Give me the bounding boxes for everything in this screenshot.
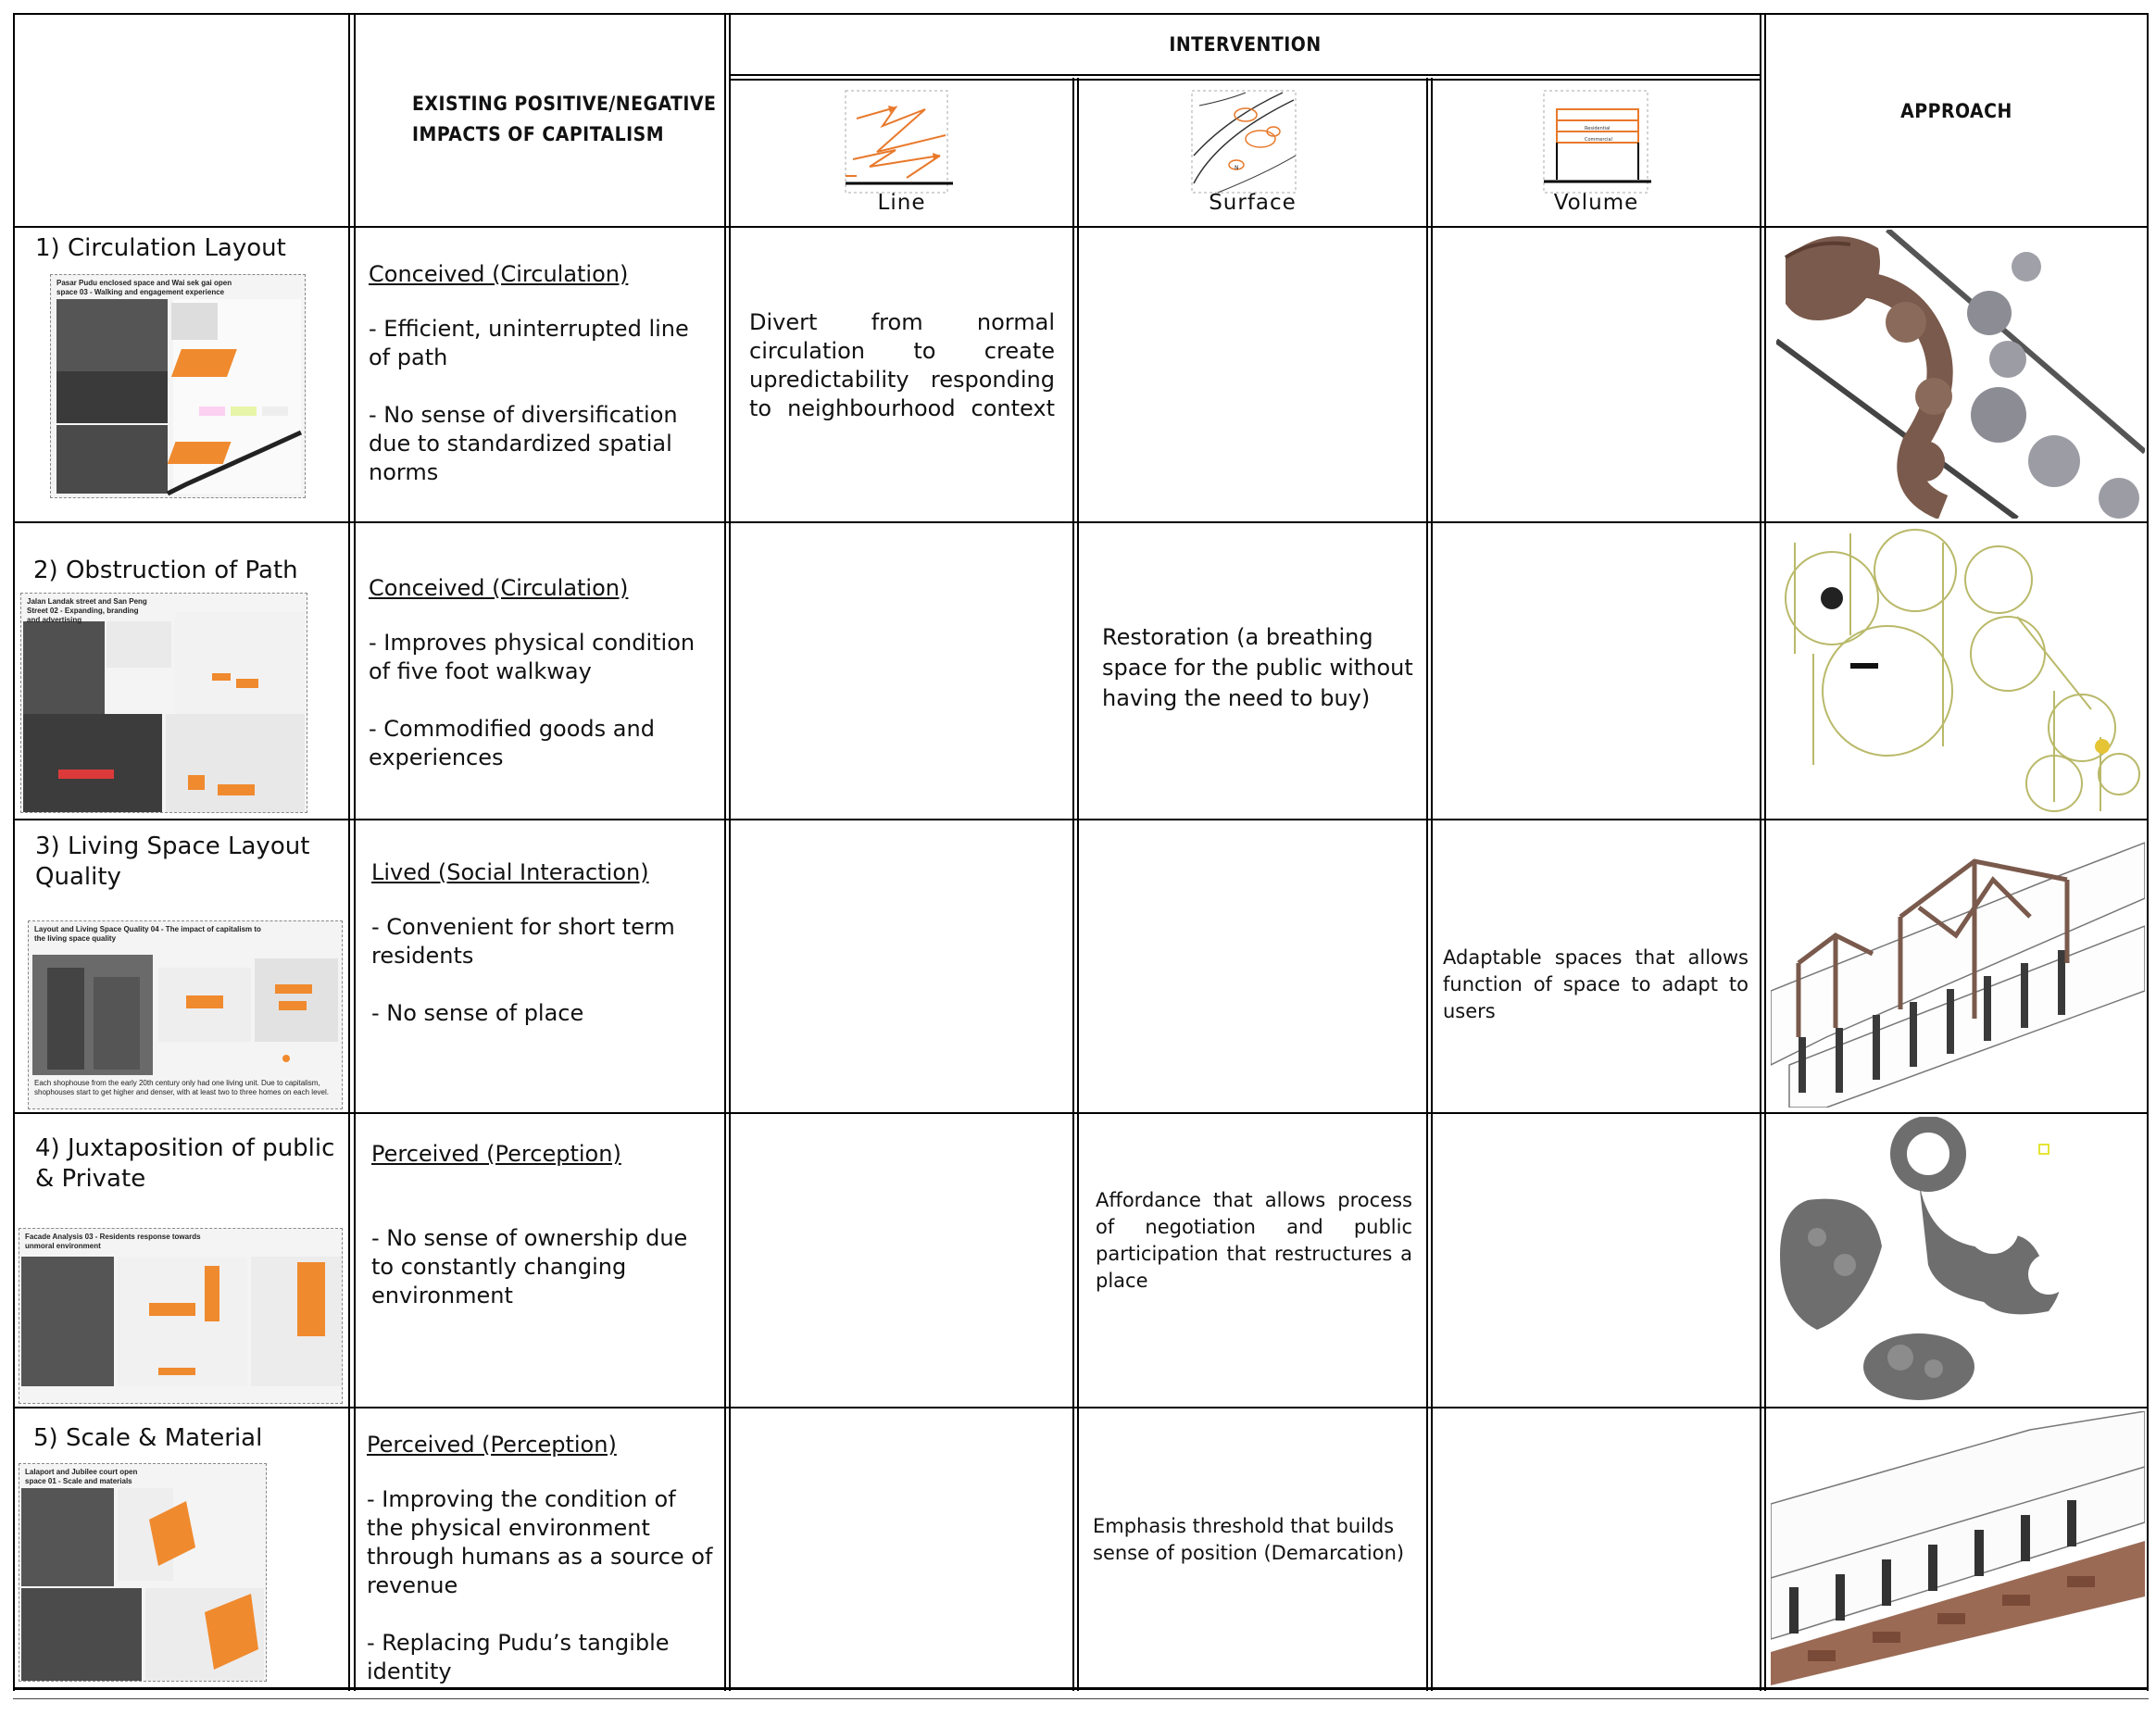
approach-image-obstruction — [1776, 524, 2145, 817]
header-impacts-line1: EXISTING POSITIVE/NEGATIVE — [412, 93, 717, 115]
impact-category: Perceived (Perception) — [371, 1141, 621, 1167]
approach-image-scale-material — [1771, 1411, 2145, 1685]
subheader-line — [731, 81, 1072, 226]
approach-image-living-space — [1771, 824, 2145, 1108]
approach-image-circulation — [1776, 230, 2145, 519]
impact-point: - Improves physical condition of five foot walkway — [369, 630, 696, 684]
thumb-caption: Layout and Living Space Quality 04 - The impact of capitalism to the living space quality — [34, 925, 261, 943]
subheader-surface — [1079, 81, 1426, 226]
impact-point: - No sense of diversification due to standardized spatial norms — [369, 402, 678, 485]
volume-note-living-space: Adaptable spaces that allows function of space to adapt to users — [1443, 946, 1749, 1022]
volume-diagram-label-residential: Residential — [1585, 126, 1611, 131]
surface-note-scale-material: Emphasis threshold that builds sense of position (Demarcation) — [1093, 1515, 1405, 1564]
row-thumbnail-scale-material — [19, 1463, 267, 1682]
impact-point: - No sense of ownership due to constantly changing environment — [371, 1225, 688, 1308]
impact-category: Conceived (Circulation) — [369, 261, 629, 287]
impact-point: - Efficient, uninterrupted line of path — [369, 316, 689, 370]
thumbnail-collage — [21, 594, 307, 813]
impact-category: Conceived (Circulation) — [369, 575, 629, 601]
row-title-scale-material: 5) Scale & Material — [33, 1424, 263, 1452]
line-note-circulation: Divert from normal circulation to create upredictability responding to neighbourhood context — [749, 309, 1055, 421]
subheader-volume-label: Volume — [1553, 191, 1639, 215]
thumb-caption: Facade Analysis 03 - Residents response towards unmoral environment — [25, 1233, 201, 1250]
row-thumbnail-living-space — [28, 920, 343, 1109]
impact-point: - Commodified goods and experiences — [369, 716, 655, 770]
thumb-footer: Each shophouse from the early 20th century only had one living unit. Due to capitalism, shophouses start to get higher and denser, with at least two to three homes on each level. — [34, 1079, 329, 1096]
impact-point: - Improving the condition of the physical environment through humans as a source of revenue — [367, 1486, 713, 1598]
surface-note-obstruction: Restoration (a breathing space for the public without having the need to buy) — [1102, 624, 1413, 711]
thumbnail-collage — [51, 275, 306, 498]
impact-scale-material — [367, 1431, 717, 1715]
header-impacts-line2: IMPACTS OF CAPITALISM — [412, 123, 665, 145]
subheader-line-label: Line — [877, 191, 926, 215]
thumb-caption: Lalaport and Jubilee court open space 01 - Scale and materials — [25, 1468, 138, 1485]
impact-circulation — [369, 260, 713, 516]
header-impacts — [412, 89, 718, 150]
row-title-living-space: 3) Living Space Layout Quality — [35, 832, 310, 891]
thumbnail-collage — [19, 1464, 267, 1682]
header-approach: APPROACH — [1900, 100, 2012, 122]
row-title-circulation: 1) Circulation Layout — [35, 234, 286, 262]
row-thumbnail-circulation — [50, 274, 306, 498]
impact-juxtaposition — [371, 1140, 716, 1339]
surface-diagram-label: N — [1235, 165, 1239, 171]
subheader-volume — [1433, 81, 1760, 226]
impact-point: - No sense of place — [371, 1000, 584, 1026]
surface-note-juxtaposition: Affordance that allows process of negotiation and public participation that restructures a place — [1096, 1189, 1412, 1292]
volume-diagram-label-commercial: Commercial — [1585, 137, 1612, 143]
row-thumbnail-obstruction — [20, 593, 307, 813]
row-thumbnail-juxtaposition — [19, 1228, 343, 1404]
impact-point: - Replacing Pudu’s tangible identity — [367, 1630, 670, 1684]
thumb-caption: Pasar Pudu enclosed space and Wai sek gai open space 03 - Walking and engagement experience — [56, 279, 232, 296]
header-intervention: INTERVENTION — [1169, 33, 1322, 56]
impact-category: Lived (Social Interaction) — [371, 859, 649, 885]
impact-living-space — [371, 858, 716, 1057]
impact-point: - Convenient for short term residents — [371, 914, 675, 969]
impact-obstruction — [369, 574, 713, 801]
subheader-surface-label: Surface — [1209, 191, 1297, 215]
impact-category: Perceived (Perception) — [367, 1432, 617, 1458]
approach-image-juxtaposition — [1771, 1117, 2145, 1406]
row-title-juxtaposition: 4) Juxtaposition of public & Private — [35, 1134, 335, 1193]
row-title-obstruction: 2) Obstruction of Path — [33, 557, 298, 584]
thumb-caption: Jalan Landak street and San Peng Street 02 - Expanding, branding and advertising — [27, 597, 147, 624]
thumbnail-collage — [19, 1229, 343, 1404]
